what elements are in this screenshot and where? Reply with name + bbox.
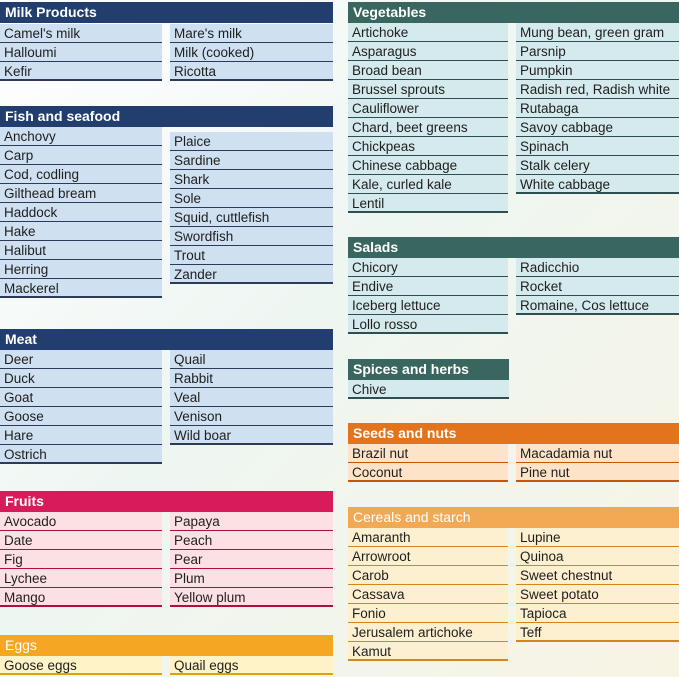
milk-col-2 bbox=[170, 24, 333, 81]
fruits-table bbox=[0, 491, 333, 613]
list-item: Date bbox=[0, 531, 162, 550]
list-item: Radish red, Radish white bbox=[516, 80, 679, 99]
meat-col-1 bbox=[0, 350, 162, 464]
list-item: Fig bbox=[0, 550, 162, 569]
cereals-col-1 bbox=[348, 528, 508, 661]
list-item: Romaine, Cos lettuce bbox=[516, 296, 679, 315]
fish-col-1 bbox=[0, 127, 162, 298]
spices-herbs-header: Spices and herbs bbox=[348, 359, 509, 380]
salads-table bbox=[348, 237, 679, 335]
list-item: Jerusalem artichoke bbox=[348, 623, 508, 642]
list-item: Amaranth bbox=[348, 528, 508, 547]
list-item: Zander bbox=[170, 265, 333, 284]
list-item: Plum bbox=[170, 569, 333, 588]
list-item: Sweet potato bbox=[516, 585, 679, 604]
list-item: Shark bbox=[170, 170, 333, 189]
eggs-col-2 bbox=[170, 656, 333, 675]
eggs-header: Eggs bbox=[0, 635, 333, 656]
list-item: Kamut bbox=[348, 642, 508, 661]
list-item: Lychee bbox=[0, 569, 162, 588]
list-item: Hare bbox=[0, 426, 162, 445]
list-item: Endive bbox=[348, 277, 508, 296]
list-item: Mung bean, green gram bbox=[516, 23, 679, 42]
list-item: Goose bbox=[0, 407, 162, 426]
cereals-starch-header: Cereals and starch bbox=[348, 507, 679, 528]
list-item: Squid, cuttlefish bbox=[170, 208, 333, 227]
list-item: Broad bean bbox=[348, 61, 508, 80]
seeds-col-1 bbox=[348, 444, 508, 482]
seeds-nuts-header: Seeds and nuts bbox=[348, 423, 679, 444]
list-item: Brazil nut bbox=[348, 444, 508, 463]
vegetables-col-1 bbox=[348, 23, 508, 213]
list-item: Macadamia nut bbox=[516, 444, 679, 463]
list-item: Swordfish bbox=[170, 227, 333, 246]
meat-table bbox=[0, 329, 333, 467]
vegetables-header: Vegetables bbox=[348, 2, 679, 23]
list-item: Anchovy bbox=[0, 127, 162, 146]
list-item: Coconut bbox=[348, 463, 508, 482]
list-item: Pear bbox=[170, 550, 333, 569]
list-item: Rutabaga bbox=[516, 99, 679, 118]
list-item: Chive bbox=[348, 380, 509, 399]
list-item: Quinoa bbox=[516, 547, 679, 566]
list-item: Rocket bbox=[516, 277, 679, 296]
list-item: Goose eggs bbox=[0, 656, 162, 675]
list-item: Wild boar bbox=[170, 426, 333, 445]
list-item: Cod, codling bbox=[0, 165, 162, 184]
list-item: Haddock bbox=[0, 203, 162, 222]
list-item: Teff bbox=[516, 623, 679, 642]
eggs-col-1 bbox=[0, 656, 162, 675]
list-item: Mango bbox=[0, 588, 162, 607]
list-item: Parsnip bbox=[516, 42, 679, 61]
list-item: Asparagus bbox=[348, 42, 508, 61]
list-item: Savoy cabbage bbox=[516, 118, 679, 137]
list-item: Trout bbox=[170, 246, 333, 265]
list-item: Kefir bbox=[0, 62, 162, 81]
list-item: Deer bbox=[0, 350, 162, 369]
list-item: Iceberg lettuce bbox=[348, 296, 508, 315]
list-item: Carob bbox=[348, 566, 508, 585]
list-item: Goat bbox=[0, 388, 162, 407]
meat-header: Meat bbox=[0, 329, 333, 350]
list-item: Chinese cabbage bbox=[348, 156, 508, 175]
list-item: Fonio bbox=[348, 604, 508, 623]
list-item: Kale, curled kale bbox=[348, 175, 508, 194]
list-item: Quail eggs bbox=[170, 656, 333, 675]
list-item: Yellow plum bbox=[170, 588, 333, 607]
fish-col-2 bbox=[170, 132, 333, 284]
list-item: Chicory bbox=[348, 258, 508, 277]
list-item: Pine nut bbox=[516, 463, 679, 482]
list-item: Sweet chestnut bbox=[516, 566, 679, 585]
salads-header: Salads bbox=[348, 237, 679, 258]
list-item: Quail bbox=[170, 350, 333, 369]
list-item: Papaya bbox=[170, 512, 333, 531]
list-item: Gilthead bream bbox=[0, 184, 162, 203]
milk-products-table bbox=[0, 2, 333, 82]
cereals-col-2 bbox=[516, 528, 679, 642]
list-item: Brussel sprouts bbox=[348, 80, 508, 99]
spices-col-1 bbox=[348, 380, 509, 399]
milk-products-header: Milk Products bbox=[0, 2, 333, 23]
list-item: Lollo rosso bbox=[348, 315, 508, 334]
list-item: Halloumi bbox=[0, 43, 162, 62]
list-item: Plaice bbox=[170, 132, 333, 151]
vegetables-table bbox=[348, 2, 679, 214]
fish-seafood-table bbox=[0, 106, 333, 302]
list-item: Cassava bbox=[348, 585, 508, 604]
list-item: Artichoke bbox=[348, 23, 508, 42]
list-item: Ostrich bbox=[0, 445, 162, 464]
fruits-header: Fruits bbox=[0, 491, 333, 512]
salads-col-2 bbox=[516, 258, 679, 315]
list-item: Camel's milk bbox=[0, 24, 162, 43]
list-item: Avocado bbox=[0, 512, 162, 531]
list-item: Venison bbox=[170, 407, 333, 426]
list-item: Ricotta bbox=[170, 62, 333, 81]
milk-col-1 bbox=[0, 24, 162, 81]
list-item: Mackerel bbox=[0, 279, 162, 298]
fruits-col-2 bbox=[170, 512, 333, 607]
list-item: Milk (cooked) bbox=[170, 43, 333, 62]
seeds-col-2 bbox=[516, 444, 679, 482]
list-item: Hake bbox=[0, 222, 162, 241]
vegetables-col-2 bbox=[516, 23, 679, 194]
seeds-nuts-table bbox=[348, 423, 679, 485]
list-item: Tapioca bbox=[516, 604, 679, 623]
list-item: Chard, beet greens bbox=[348, 118, 508, 137]
list-item: Chickpeas bbox=[348, 137, 508, 156]
spices-herbs-table bbox=[348, 359, 509, 401]
list-item: White cabbage bbox=[516, 175, 679, 194]
list-item: Pumpkin bbox=[516, 61, 679, 80]
meat-col-2 bbox=[170, 350, 333, 445]
list-item: Arrowroot bbox=[348, 547, 508, 566]
list-item: Sole bbox=[170, 189, 333, 208]
list-item: Radicchio bbox=[516, 258, 679, 277]
eggs-table bbox=[0, 635, 333, 677]
cereals-starch-table bbox=[348, 507, 679, 677]
list-item: Stalk celery bbox=[516, 156, 679, 175]
list-item: Carp bbox=[0, 146, 162, 165]
fruits-col-1 bbox=[0, 512, 162, 607]
list-item: Herring bbox=[0, 260, 162, 279]
list-item: Rabbit bbox=[170, 369, 333, 388]
fish-seafood-header: Fish and seafood bbox=[0, 106, 333, 127]
list-item: Halibut bbox=[0, 241, 162, 260]
list-item: Sardine bbox=[170, 151, 333, 170]
list-item: Cauliflower bbox=[348, 99, 508, 118]
list-item: Mare's milk bbox=[170, 24, 333, 43]
list-item: Spinach bbox=[516, 137, 679, 156]
list-item: Peach bbox=[170, 531, 333, 550]
list-item: Lentil bbox=[348, 194, 508, 213]
list-item: Duck bbox=[0, 369, 162, 388]
list-item: Lupine bbox=[516, 528, 679, 547]
salads-col-1 bbox=[348, 258, 508, 334]
list-item: Veal bbox=[170, 388, 333, 407]
